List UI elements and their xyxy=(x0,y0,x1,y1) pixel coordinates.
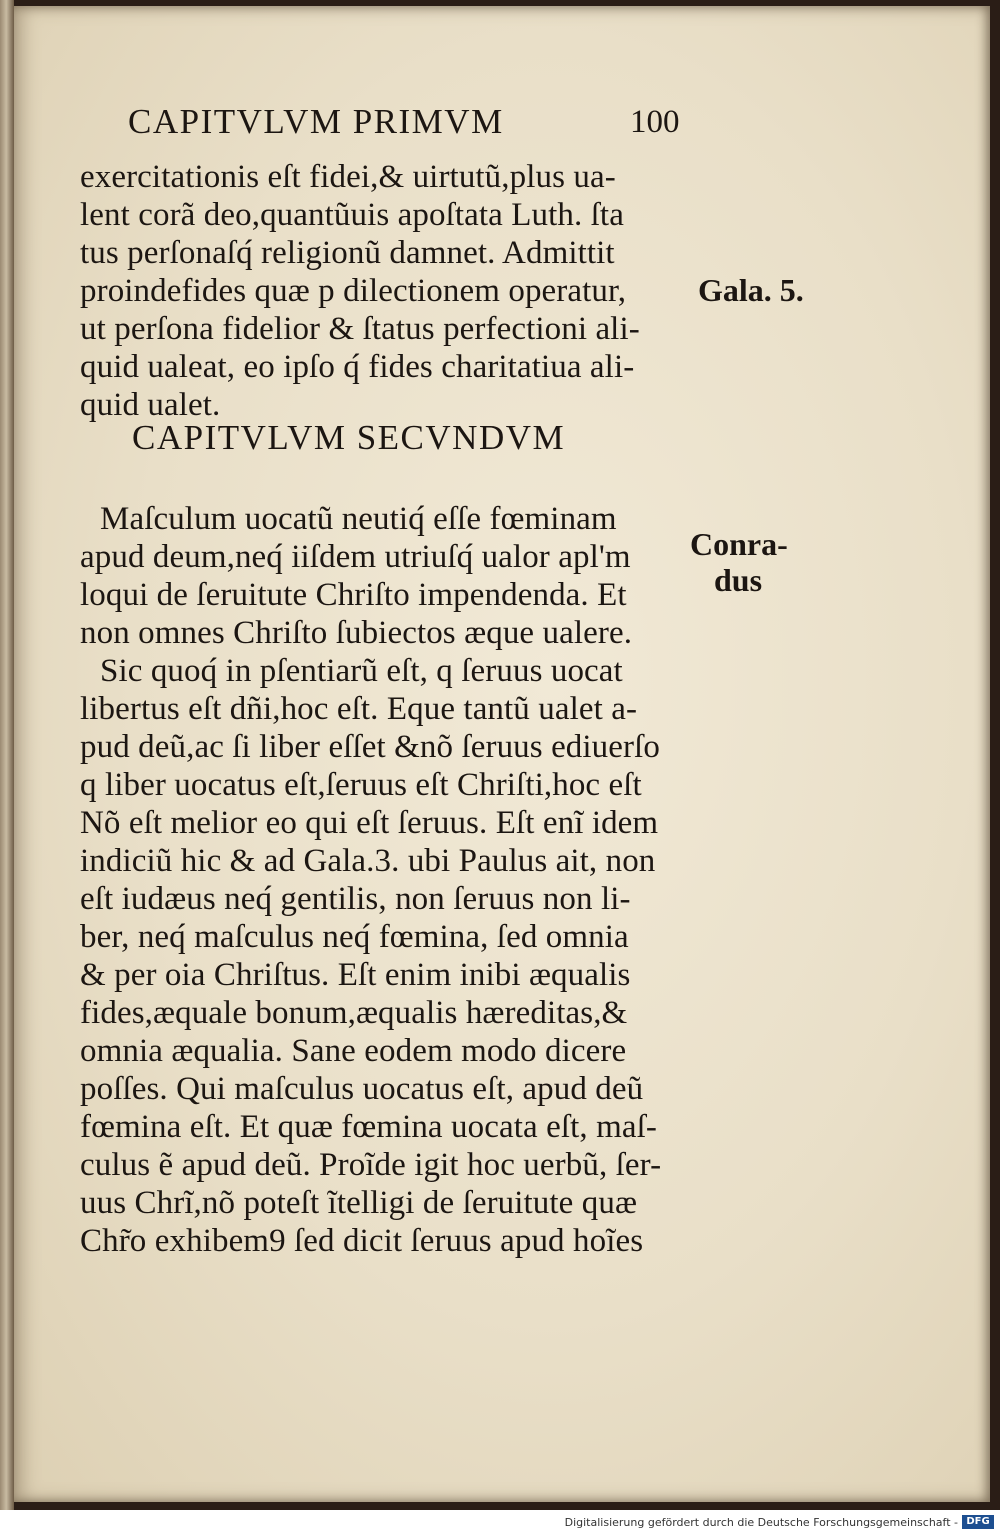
paragraph-line: pud deũ,ac ſi liber eſſet &nõ ſeruus ediuerſo xyxy=(80,729,660,765)
paragraph-line: omnia æqualia. Sane eodem modo dicere xyxy=(80,1033,627,1069)
paragraph-line: q liber uocatus eſt,ſeruus eſt Chriſti,hoc eſt xyxy=(80,767,642,803)
body-line: ut perſona fidelior & ſtatus perfectioni ali- xyxy=(80,311,640,347)
digitization-credit-bar xyxy=(0,1510,1000,1537)
paragraph-line: libertus eſt dñi,hoc eſt. Eque tantũ ualet a- xyxy=(80,691,638,727)
marginal-note-gala: Gala. 5. xyxy=(698,272,804,308)
paragraph-line: ber, neq́ maſculus neq́ fœmina, ſed omnia xyxy=(80,919,629,955)
body-line: tus perſonaſq́ religionũ damnet. Admittit xyxy=(80,235,615,271)
paragraph-line: indiciũ hic & ad Gala.3. ubi Paulus ait, non xyxy=(80,843,656,879)
paragraph-line: & per oia Chriſtus. Eſt enim inibi æqualis xyxy=(80,957,631,993)
paragraph-line: eſt iudæus neq́ gentilis, non ſeruus non li- xyxy=(80,881,631,917)
page-folio-number: 100 xyxy=(630,104,680,140)
body-line: exercitationis eſt fidei,& uirtutũ,plus ua- xyxy=(80,159,616,195)
paragraph-line: Chr̃o exhibem9 ſed dicit ſeruus apud hoĩes xyxy=(80,1223,644,1259)
book-binding-edge xyxy=(0,0,14,1510)
chapter-summary-line: loqui de ſeruitute Chriſto impendenda. Et xyxy=(80,577,627,613)
chapter-summary-line: Maſculum uocatũ neutiq́ eſſe fœminam xyxy=(100,501,617,537)
paragraph-line: fœmina eſt. Et quæ fœmina uocata eſt, maſ- xyxy=(80,1109,657,1145)
book-page xyxy=(14,6,990,1502)
marginal-note-dus: dus xyxy=(714,562,763,598)
dfg-logo: DFG xyxy=(962,1515,994,1529)
paragraph-line: uus Chrĩ,nõ poteſt ĩtelligi de ſeruitute quæ xyxy=(80,1185,638,1221)
paragraph-line: culus ẽ apud deũ. Proĩde igit hoc uerbũ, ſer- xyxy=(80,1147,662,1183)
chapter-heading: CAPITVLVM SECVNDVM xyxy=(132,418,566,457)
body-line: quid ualet. xyxy=(80,387,221,423)
chapter-summary-line: apud deum,neq́ iiſdem utriuſq́ ualor apl'm xyxy=(80,539,631,575)
digitization-credit-text: Digitalisierung gefördert durch die Deutsche Forschungsgemeinschaft - xyxy=(564,1516,958,1529)
paragraph-line: Sic quoq́ in pſentiarũ eſt, q ſeruus uocat xyxy=(100,653,623,689)
body-line: quid ualeat, eo ipſo q́ fides charitatiua ali- xyxy=(80,349,635,385)
body-line: lent corã deo,quantũuis apoſtata Luth. ſta xyxy=(80,197,624,233)
marginal-note-conra: Conra- xyxy=(690,526,788,562)
body-line: proindefides quæ p dilectionem operatur, xyxy=(80,273,627,309)
paragraph-line: poſſes. Qui maſculus uocatus eſt, apud deũ xyxy=(80,1071,644,1107)
paragraph-line: fides,æquale bonum,æqualis hæreditas,& xyxy=(80,995,628,1031)
running-head: CAPITVLVM PRIMVM xyxy=(128,102,504,141)
chapter-summary-line: non omnes Chriſto ſubiectos æque ualere. xyxy=(80,615,633,651)
paragraph-line: Nõ eſt melior eo qui eſt ſeruus. Eſt enĩ idem xyxy=(80,805,659,841)
